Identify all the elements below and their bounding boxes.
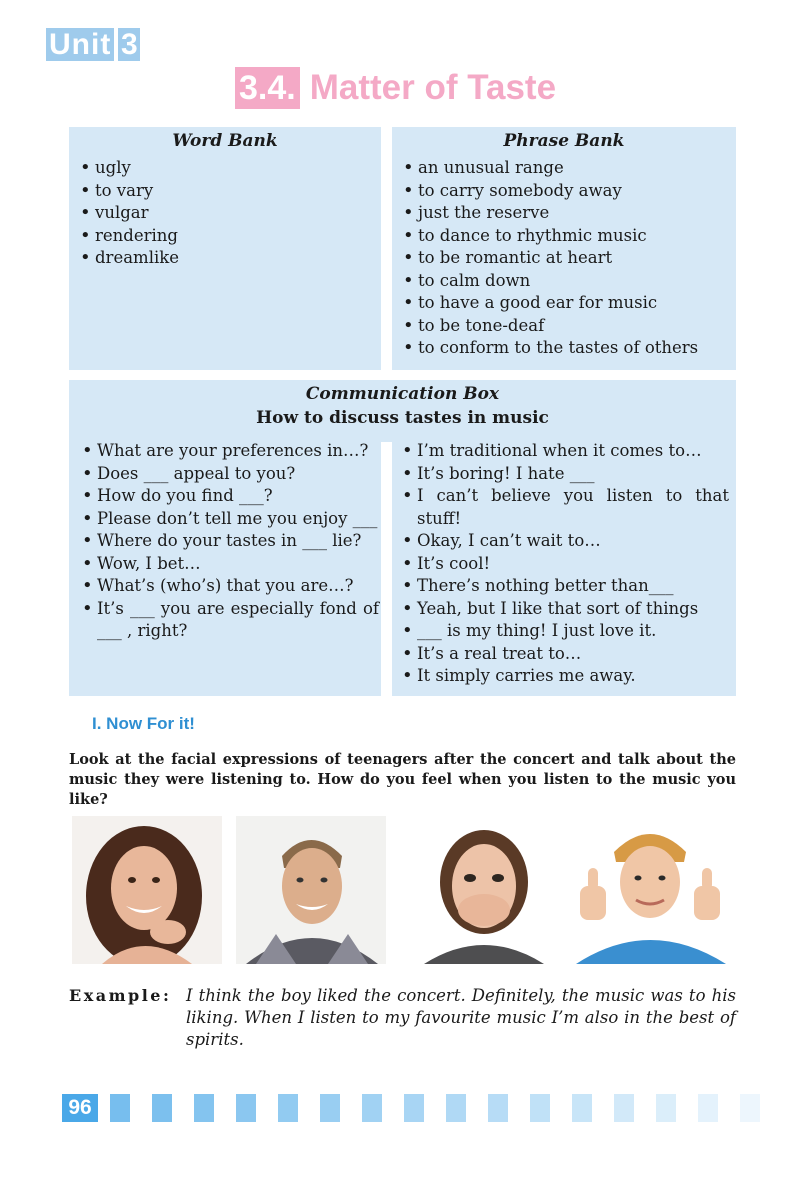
footer-square [530, 1094, 550, 1122]
footer-square [152, 1094, 172, 1122]
footer-square [110, 1094, 130, 1122]
footer-square [614, 1094, 634, 1122]
unit-label: Unit [46, 28, 114, 61]
list-item: • It’s boring! I hate ___ [399, 463, 729, 486]
page-title [235, 67, 556, 109]
exercise-instruction: Look at the facial expressions of teenagers after the concert and talk about the music they were listening to. How do you feel when you listen to the music you like? [69, 751, 736, 808]
list-item: • Okay, I can’t wait to… [399, 530, 729, 553]
footer-square [488, 1094, 508, 1122]
communication-right-column [399, 440, 729, 688]
exercise-heading: I. Now For it! [92, 714, 195, 733]
phrase-bank-list [400, 157, 728, 360]
list-item: • It simply carries me away. [399, 665, 729, 688]
list-item: • What’s (who’s) that you are…? [79, 575, 379, 598]
footer-square [698, 1094, 718, 1122]
example-text: I think the boy liked the concert. Definitely, the music was to his liking. When I listen to my favourite music I’m also in the best of spirits. [186, 986, 736, 1049]
list-item: • Wow, I bet… [79, 553, 379, 576]
photo-smiling-boy [236, 816, 386, 964]
communication-right-list [399, 440, 729, 688]
list-item: • vulgar [77, 202, 373, 225]
list-item: • There’s nothing better than___ [399, 575, 729, 598]
footer-square [320, 1094, 340, 1122]
list-item: • to carry somebody away [400, 180, 728, 203]
footer-square [236, 1094, 256, 1122]
word-bank-box [69, 127, 381, 370]
list-item: • It’s ___ you are especially fond of ___ , right? [79, 598, 379, 643]
page-number: 96 [62, 1094, 98, 1122]
section-title: Matter of Taste [309, 68, 557, 107]
list-item: • ___ is my thing! I just love it. [399, 620, 729, 643]
list-item: • Yeah, but I like that sort of things [399, 598, 729, 621]
list-item: • rendering [77, 225, 373, 248]
list-item: • It’s cool! [399, 553, 729, 576]
footer-square [572, 1094, 592, 1122]
word-bank-title: Word Bank [172, 131, 278, 151]
list-item: • to conform to the tastes of others [400, 337, 728, 360]
phrase-bank-title: Phrase Bank [503, 131, 625, 151]
list-item: • I’m traditional when it comes to… [399, 440, 729, 463]
example-label: Example: [69, 986, 172, 1005]
column-divider [381, 442, 392, 696]
footer-square [446, 1094, 466, 1122]
list-item: • Where do your tastes in ___ lie? [79, 530, 379, 553]
list-item: • dreamlike [77, 247, 373, 270]
list-item: • I can’t believe you listen to that stuff! [399, 485, 729, 530]
communication-left-list [79, 440, 379, 643]
communication-box [69, 380, 736, 696]
photo-smiling-girl [72, 816, 222, 964]
photo-surprised-girl [404, 816, 564, 964]
list-item: • to have a good ear for music [400, 292, 728, 315]
footer-square [740, 1094, 760, 1122]
communication-box-title: Communication Box [305, 384, 500, 404]
list-item: • Please don’t tell me you enjoy ___ [79, 508, 379, 531]
phrase-bank-box [392, 127, 736, 370]
list-item: • just the reserve [400, 202, 728, 225]
list-item: • to be romantic at heart [400, 247, 728, 270]
list-item: • How do you find ___? [79, 485, 379, 508]
list-item: • It’s a real treat to… [399, 643, 729, 666]
list-item: • to dance to rhythmic music [400, 225, 728, 248]
list-item: • an unusual range [400, 157, 728, 180]
word-bank-list [77, 157, 373, 270]
section-number: 3.4. [235, 67, 300, 109]
list-item: • to calm down [400, 270, 728, 293]
photo-thumbs-up-boy [566, 816, 736, 964]
footer-square [278, 1094, 298, 1122]
communication-box-subtitle: How to discuss tastes in music [256, 408, 549, 428]
footer-square [404, 1094, 424, 1122]
list-item: • to vary [77, 180, 373, 203]
unit-badge [46, 28, 140, 61]
list-item: • What are your preferences in…? [79, 440, 379, 463]
footer-square [362, 1094, 382, 1122]
communication-left-column [79, 440, 379, 643]
unit-number: 3 [118, 28, 140, 61]
list-item: • ugly [77, 157, 373, 180]
list-item: • to be tone-deaf [400, 315, 728, 338]
footer-square [194, 1094, 214, 1122]
footer-square [656, 1094, 676, 1122]
list-item: • Does ___ appeal to you? [79, 463, 379, 486]
